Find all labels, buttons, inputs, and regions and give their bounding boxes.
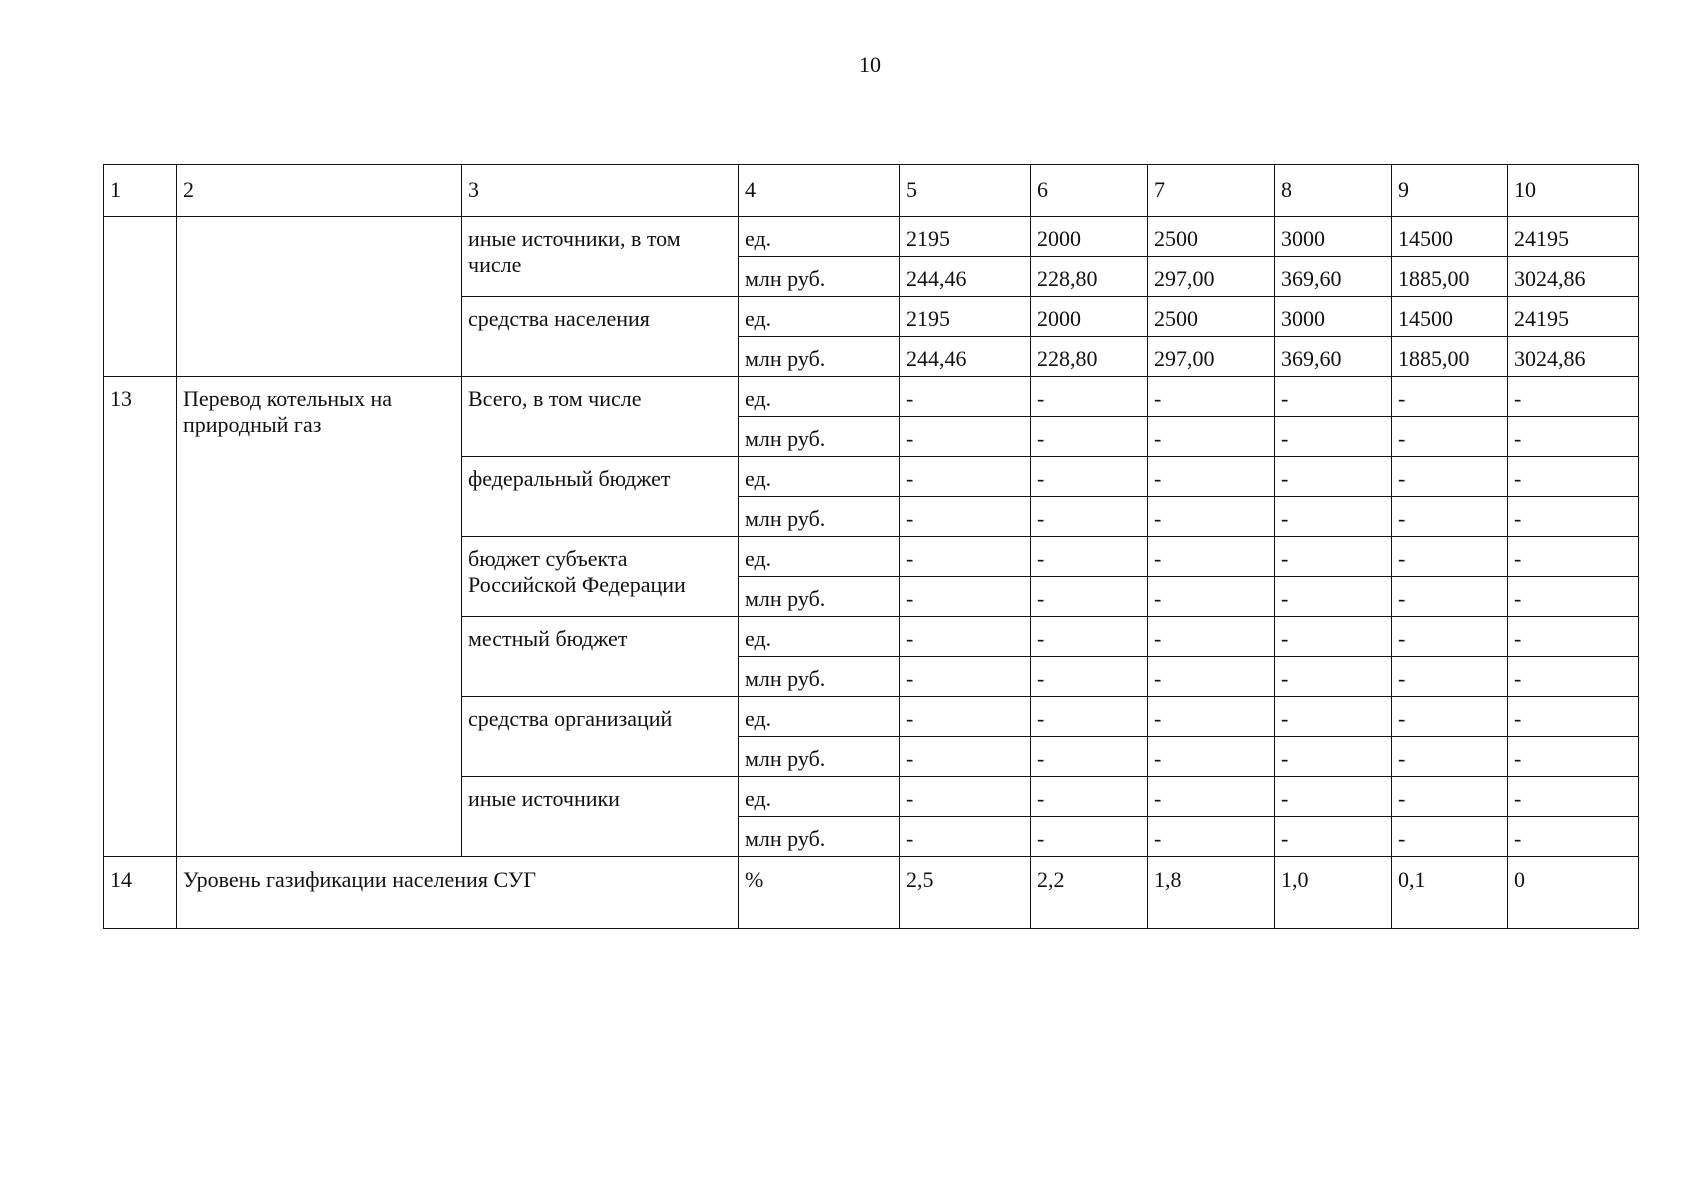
header-cell-9: 9: [1392, 165, 1508, 217]
value-cell: -: [1392, 697, 1508, 737]
value-cell: -: [900, 817, 1031, 857]
value-cell: 244,46: [900, 257, 1031, 297]
value-cell: 1885,00: [1392, 257, 1508, 297]
value-cell: -: [1508, 777, 1639, 817]
unit-cell: ед.: [739, 697, 900, 737]
value-cell: 14500: [1392, 217, 1508, 257]
value-cell: -: [900, 777, 1031, 817]
budget-table: [103, 164, 1639, 929]
value-cell: -: [1508, 497, 1639, 537]
unit-cell: млн руб.: [739, 337, 900, 377]
value-cell: -: [1508, 817, 1639, 857]
unit-cell: ед.: [739, 457, 900, 497]
value-cell: -: [1392, 617, 1508, 657]
value-cell: 2195: [900, 297, 1031, 337]
source-label: местный бюджет: [462, 617, 739, 697]
unit-cell: млн руб.: [739, 497, 900, 537]
header-cell-1: 1: [104, 165, 177, 217]
value-cell: -: [1392, 777, 1508, 817]
header-cell-8: 8: [1275, 165, 1392, 217]
value-cell: 2500: [1148, 217, 1275, 257]
value-cell: -: [1031, 537, 1148, 577]
value-cell: -: [1031, 617, 1148, 657]
row-number-cell: 14: [104, 857, 177, 929]
unit-cell: млн руб.: [739, 737, 900, 777]
value-cell: -: [1275, 497, 1392, 537]
value-cell: -: [900, 457, 1031, 497]
value-cell: -: [1148, 457, 1275, 497]
value-cell: -: [900, 617, 1031, 657]
value-cell: 3024,86: [1508, 337, 1639, 377]
source-label: иные источники: [462, 777, 739, 857]
value-cell: 24195: [1508, 217, 1639, 257]
value-cell: -: [900, 737, 1031, 777]
source-label: Всего, в том числе: [462, 377, 739, 457]
value-cell: -: [900, 497, 1031, 537]
header-cell-10: 10: [1508, 165, 1639, 217]
value-cell: 0: [1508, 857, 1639, 929]
value-cell: -: [1148, 817, 1275, 857]
value-cell: -: [1508, 737, 1639, 777]
value-cell: -: [1275, 617, 1392, 657]
value-cell: -: [900, 577, 1031, 617]
value-cell: -: [1148, 737, 1275, 777]
value-cell: 2,5: [900, 857, 1031, 929]
value-cell: -: [1148, 497, 1275, 537]
value-cell: -: [1031, 577, 1148, 617]
value-cell: -: [900, 657, 1031, 697]
value-cell: 369,60: [1275, 337, 1392, 377]
source-label: средства организаций: [462, 697, 739, 777]
header-cell-3: 3: [462, 165, 739, 217]
unit-cell: ед.: [739, 377, 900, 417]
unit-cell: млн руб.: [739, 577, 900, 617]
value-cell: -: [1508, 377, 1639, 417]
value-cell: -: [1148, 777, 1275, 817]
unit-cell: млн руб.: [739, 657, 900, 697]
value-cell: 0,1: [1392, 857, 1508, 929]
value-cell: -: [1275, 737, 1392, 777]
value-cell: -: [1392, 817, 1508, 857]
value-cell: 14500: [1392, 297, 1508, 337]
value-cell: -: [1148, 657, 1275, 697]
measure-name-cell: Уровень газификации населения СУГ: [177, 857, 739, 929]
value-cell: -: [1508, 697, 1639, 737]
value-cell: -: [900, 377, 1031, 417]
value-cell: 297,00: [1148, 257, 1275, 297]
value-cell: 244,46: [900, 337, 1031, 377]
page-number: 10: [859, 52, 881, 77]
value-cell: -: [1275, 417, 1392, 457]
unit-cell: млн руб.: [739, 257, 900, 297]
value-cell: -: [1148, 417, 1275, 457]
value-cell: 369,60: [1275, 257, 1392, 297]
table-row: [104, 217, 1639, 257]
value-cell: 1,8: [1148, 857, 1275, 929]
value-cell: -: [1148, 377, 1275, 417]
value-cell: -: [1148, 537, 1275, 577]
value-cell: -: [1031, 737, 1148, 777]
header-cell-7: 7: [1148, 165, 1275, 217]
value-cell: -: [1392, 497, 1508, 537]
value-cell: 2000: [1031, 297, 1148, 337]
value-cell: -: [1275, 457, 1392, 497]
header-cell-5: 5: [900, 165, 1031, 217]
value-cell: 228,80: [1031, 257, 1148, 297]
value-cell: -: [1392, 377, 1508, 417]
value-cell: 2195: [900, 217, 1031, 257]
value-cell: -: [1031, 817, 1148, 857]
measure-name-cell: Перевод котельных на природный газ: [177, 377, 462, 857]
value-cell: -: [1392, 577, 1508, 617]
unit-cell: млн руб.: [739, 817, 900, 857]
unit-cell: ед.: [739, 537, 900, 577]
value-cell: 1,0: [1275, 857, 1392, 929]
value-cell: -: [1508, 577, 1639, 617]
value-cell: -: [1392, 657, 1508, 697]
value-cell: -: [1275, 777, 1392, 817]
table-row: [104, 377, 1639, 417]
value-cell: -: [1031, 377, 1148, 417]
value-cell: 2,2: [1031, 857, 1148, 929]
value-cell: 2000: [1031, 217, 1148, 257]
measure-name-cell: [177, 217, 462, 377]
value-cell: -: [1148, 617, 1275, 657]
value-cell: -: [1031, 417, 1148, 457]
value-cell: -: [900, 697, 1031, 737]
value-cell: 24195: [1508, 297, 1639, 337]
value-cell: -: [1148, 577, 1275, 617]
value-cell: -: [1508, 417, 1639, 457]
value-cell: -: [1031, 777, 1148, 817]
unit-cell: ед.: [739, 217, 900, 257]
value-cell: 1885,00: [1392, 337, 1508, 377]
row-number-cell: 13: [104, 377, 177, 857]
value-cell: -: [900, 417, 1031, 457]
value-cell: 3000: [1275, 297, 1392, 337]
value-cell: -: [1031, 657, 1148, 697]
header-row: [104, 165, 1639, 217]
value-cell: -: [1392, 737, 1508, 777]
value-cell: -: [1275, 537, 1392, 577]
value-cell: -: [1508, 657, 1639, 697]
unit-cell: ед.: [739, 297, 900, 337]
value-cell: -: [1275, 697, 1392, 737]
unit-cell: %: [739, 857, 900, 929]
row-number-cell: [104, 217, 177, 377]
source-label: иные источники, в том числе: [462, 217, 739, 297]
value-cell: -: [1148, 697, 1275, 737]
value-cell: 2500: [1148, 297, 1275, 337]
header-cell-4: 4: [739, 165, 900, 217]
value-cell: 297,00: [1148, 337, 1275, 377]
value-cell: -: [1031, 457, 1148, 497]
value-cell: -: [1275, 377, 1392, 417]
value-cell: -: [1275, 657, 1392, 697]
value-cell: -: [1031, 697, 1148, 737]
value-cell: 3000: [1275, 217, 1392, 257]
value-cell: -: [1508, 457, 1639, 497]
unit-cell: ед.: [739, 617, 900, 657]
source-label: средства населения: [462, 297, 739, 377]
value-cell: -: [1275, 577, 1392, 617]
unit-cell: ед.: [739, 777, 900, 817]
value-cell: -: [1392, 537, 1508, 577]
table-row: [104, 857, 1639, 929]
value-cell: -: [1508, 617, 1639, 657]
value-cell: -: [1392, 417, 1508, 457]
value-cell: -: [1275, 817, 1392, 857]
value-cell: -: [1031, 497, 1148, 537]
header-cell-2: 2: [177, 165, 462, 217]
unit-cell: млн руб.: [739, 417, 900, 457]
source-label: бюджет субъекта Российской Федерации: [462, 537, 739, 617]
value-cell: -: [1392, 457, 1508, 497]
header-cell-6: 6: [1031, 165, 1148, 217]
value-cell: 3024,86: [1508, 257, 1639, 297]
source-label: федеральный бюджет: [462, 457, 739, 537]
value-cell: -: [900, 537, 1031, 577]
value-cell: 228,80: [1031, 337, 1148, 377]
value-cell: -: [1508, 537, 1639, 577]
